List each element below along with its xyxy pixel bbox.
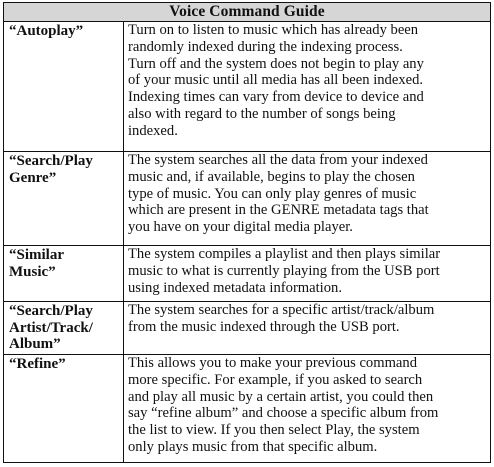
command-line: Album”	[9, 336, 61, 353]
description-line: the list to view. If you then select Play, the system	[128, 422, 420, 439]
command-cell	[4, 302, 124, 355]
table-header-row	[4, 3, 491, 22]
table-row-autoplay	[4, 22, 491, 152]
command-line: Artist/Track/	[9, 319, 93, 336]
description-line: music to what is currently playing from the USB port	[128, 262, 440, 279]
description-cell	[124, 302, 491, 355]
command-cell	[4, 355, 124, 463]
description-line: type of music. You can only play genres of music	[128, 185, 417, 202]
description-line: say “refine album” and choose a specific album from	[128, 405, 439, 422]
command-line: “Refine”	[9, 356, 66, 372]
command-line: “Similar	[9, 247, 64, 263]
command-line: “Search/Play	[9, 303, 93, 319]
command-cell	[4, 22, 124, 152]
command-line: Music”	[9, 263, 56, 280]
description-line: which are present in the GENRE metadata tags that	[128, 202, 429, 219]
description-cell	[124, 22, 491, 152]
table-row-similar-music	[4, 246, 491, 302]
description-line: using indexed metadata information.	[128, 279, 342, 296]
description-cell	[124, 355, 491, 463]
description-line: randomly indexed during the indexing process.	[128, 38, 403, 55]
table-title: Voice Command Guide	[4, 3, 491, 22]
description-line: also with regard to the number of songs being	[128, 105, 396, 122]
table-row-search-play-artist-track-album	[4, 302, 491, 355]
command-line: “Autoplay”	[9, 23, 84, 39]
description-line: Turn off and the system does not begin to play any	[128, 55, 424, 72]
description-line: from the music indexed through the USB port.	[128, 318, 400, 335]
description-line: only plays music from that specific album.	[128, 438, 378, 455]
description-line: of your music until all media has all been indexed.	[128, 72, 424, 89]
command-cell	[4, 152, 124, 246]
description-line: more specific. For example, if you asked to search	[128, 371, 423, 388]
description-line: and play all music by a certain artist, you could then	[128, 388, 434, 405]
description-line: indexed.	[128, 122, 178, 139]
description-line: you have on your digital media player.	[128, 219, 353, 236]
table-row-search-play-genre	[4, 152, 491, 246]
description-line: Indexing times can vary from device to device and	[128, 89, 424, 106]
description-line: music and, if available, begins to play the chosen	[128, 168, 415, 185]
description-line: This allows you to make your previous command	[128, 355, 417, 371]
description-cell	[124, 152, 491, 246]
voice-command-guide-table	[3, 2, 491, 463]
description-line: The system searches all the data from your indexed	[128, 152, 428, 168]
command-cell	[4, 246, 124, 302]
table-row-refine	[4, 355, 491, 463]
description-cell	[124, 246, 491, 302]
command-line: “Search/Play	[9, 153, 93, 169]
command-line: Genre”	[9, 169, 57, 186]
description-line: The system compiles a playlist and then plays similar	[128, 246, 441, 262]
description-line: The system searches for a specific artist/track/album	[128, 302, 435, 318]
description-line: Turn on to listen to music which has already been	[128, 22, 419, 38]
